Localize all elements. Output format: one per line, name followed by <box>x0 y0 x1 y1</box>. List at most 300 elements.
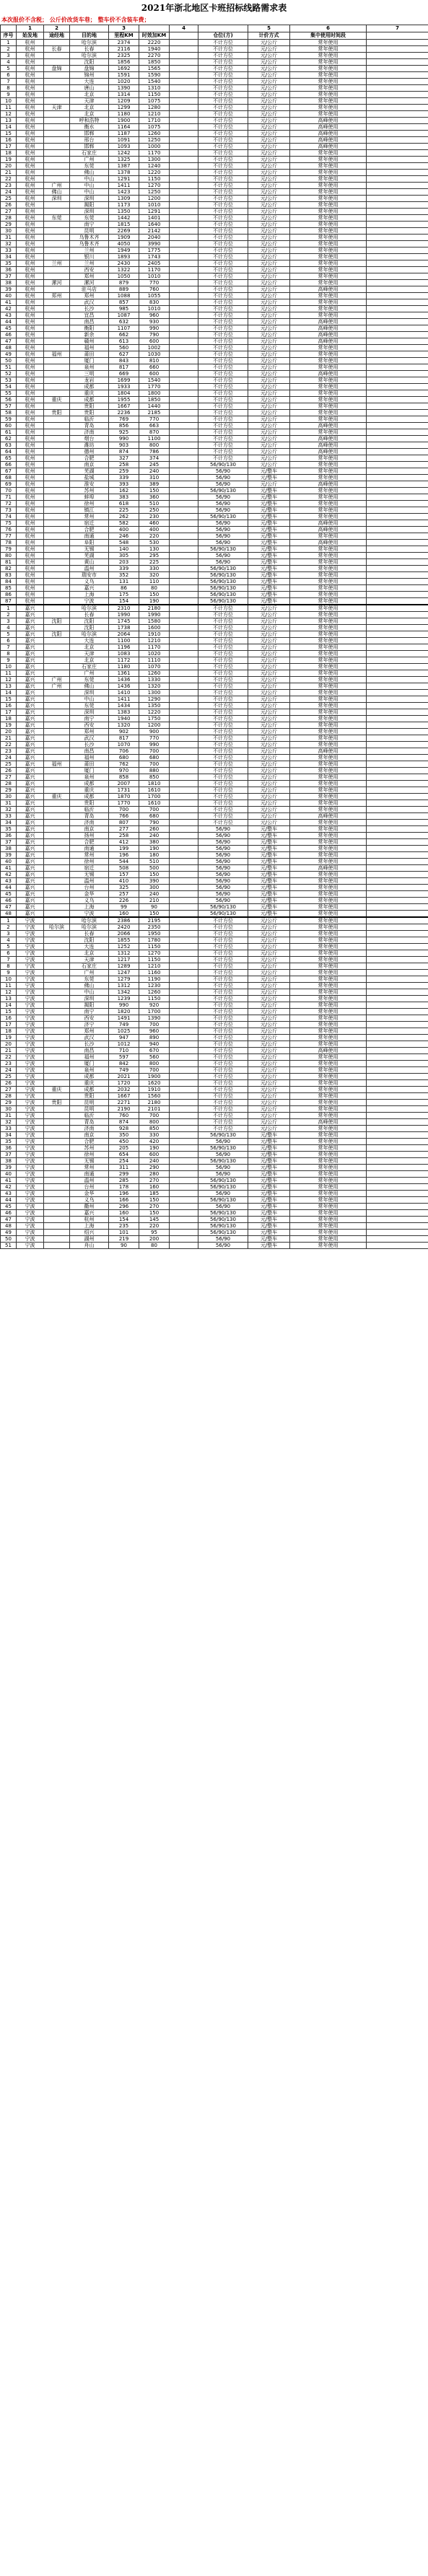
cell-capacity: 不计方位 <box>198 605 248 612</box>
cell-capacity: 不计方位 <box>198 644 248 651</box>
cell-blank <box>367 494 428 501</box>
cell-time-km: 389 <box>139 481 170 488</box>
cell-capacity: 不计方位 <box>198 1015 248 1022</box>
cell-destination: 佛山 <box>70 170 109 176</box>
cell-origin: 杭州 <box>17 66 44 72</box>
cell-time-km: 295 <box>139 553 170 559</box>
cell-via: 郑州 <box>44 293 70 299</box>
cell-time-km: 1910 <box>139 631 170 638</box>
cell-period: 常年使用 <box>290 742 367 748</box>
cell-capacity: 不计方位 <box>198 996 248 1002</box>
cell-time-km: 1390 <box>139 1015 170 1022</box>
cell-time-km: 1210 <box>139 111 170 118</box>
cell-time-km: 660 <box>139 364 170 371</box>
cell-distance: 1870 <box>109 794 139 800</box>
cell-time-km: 1990 <box>139 612 170 618</box>
cell-seq: 13 <box>1 996 17 1002</box>
cell-blank <box>170 1028 198 1035</box>
cell-destination: 苏州 <box>70 1145 109 1152</box>
cell-pricing: 元/公斤 <box>248 293 290 299</box>
cell-capacity: 不计方位 <box>198 1119 248 1126</box>
cell-period: 常年使用 <box>290 358 367 364</box>
cell-time-km: 1075 <box>139 98 170 105</box>
cell-pricing: 元/整车 <box>248 514 290 520</box>
cell-seq: 5 <box>1 631 17 638</box>
cell-via <box>44 1184 70 1191</box>
cell-distance: 2430 <box>109 260 139 267</box>
cell-destination: 常州 <box>70 1165 109 1171</box>
cell-pricing: 元/整车 <box>248 833 290 839</box>
cell-destination: 中山 <box>70 189 109 196</box>
cell-via <box>44 572 70 579</box>
cell-pricing: 元/整车 <box>248 488 290 494</box>
cell-blank <box>170 442 198 449</box>
cell-destination: 绍兴 <box>70 1230 109 1236</box>
cell-destination: 西安 <box>70 722 109 729</box>
cell-destination: 武汉 <box>70 735 109 742</box>
cell-capacity: 56/90/130 <box>198 1210 248 1217</box>
cell-capacity: 不计方位 <box>198 1041 248 1048</box>
cell-pricing: 元/公斤 <box>248 215 290 222</box>
cell-seq: 22 <box>1 176 17 183</box>
cell-capacity: 56/90/130 <box>198 514 248 520</box>
cell-blank <box>367 351 428 358</box>
cell-via <box>44 235 70 241</box>
cell-capacity: 56/90 <box>198 839 248 846</box>
cell-capacity: 不计方位 <box>198 1074 248 1080</box>
cell-seq: 41 <box>1 865 17 872</box>
cell-seq: 60 <box>1 423 17 429</box>
cell-origin: 杭州 <box>17 585 44 592</box>
cell-period: 常年使用 <box>290 677 367 683</box>
cell-origin: 杭州 <box>17 293 44 299</box>
table-row <box>1 944 428 950</box>
cell-via <box>44 813 70 820</box>
cell-period: 常年使用 <box>290 72 367 79</box>
cell-origin: 宁波 <box>17 1022 44 1028</box>
cell-pricing: 元/公斤 <box>248 436 290 442</box>
cell-destination: 深圳 <box>70 209 109 215</box>
cell-via <box>44 878 70 885</box>
cell-blank <box>170 196 198 202</box>
cell-pricing: 元/公斤 <box>248 1106 290 1113</box>
cell-pricing: 元/公斤 <box>248 1022 290 1028</box>
cell-capacity: 不计方位 <box>198 696 248 703</box>
note-kg: 公斤价改货车巷； <box>49 17 96 23</box>
cell-time-km: 2405 <box>139 260 170 267</box>
cell-destination: 深圳 <box>70 196 109 202</box>
cell-destination: 宁波 <box>70 911 109 918</box>
cell-via <box>44 390 70 397</box>
cell-seq: 32 <box>1 1119 17 1126</box>
table-row <box>1 455 428 462</box>
cell-via <box>44 59 70 66</box>
cell-period: 常年使用 <box>290 651 367 657</box>
cell-blank <box>170 364 198 371</box>
cell-via <box>44 436 70 442</box>
cell-pricing: 元/公斤 <box>248 260 290 267</box>
cell-capacity: 不计方位 <box>198 111 248 118</box>
cell-capacity: 56/90 <box>198 527 248 533</box>
cell-blank <box>367 807 428 813</box>
table-row <box>1 553 428 559</box>
cell-distance: 1164 <box>109 124 139 131</box>
cell-seq: 25 <box>1 196 17 202</box>
cell-capacity: 不计方位 <box>198 787 248 794</box>
cell-period: 常年使用 <box>290 475 367 481</box>
cell-origin: 宁波 <box>17 963 44 970</box>
table-row <box>1 351 428 358</box>
cell-time-km: 1075 <box>139 124 170 131</box>
cell-blank <box>170 852 198 859</box>
cell-period: 高峰使用 <box>290 325 367 332</box>
cell-origin: 杭州 <box>17 449 44 455</box>
cell-seq: 22 <box>1 742 17 748</box>
table-row <box>1 150 428 157</box>
cell-blank <box>367 742 428 748</box>
cell-destination: 盐城 <box>70 475 109 481</box>
cell-blank <box>367 475 428 481</box>
cell-blank <box>170 1054 198 1061</box>
cell-destination: 佛山 <box>70 983 109 989</box>
cell-pricing: 元/公斤 <box>248 371 290 377</box>
table-row <box>1 170 428 176</box>
cell-blank <box>170 625 198 631</box>
cell-blank <box>170 1217 198 1223</box>
cell-capacity: 56/90 <box>198 826 248 833</box>
cell-capacity: 不计方位 <box>198 92 248 98</box>
cell-period: 常年使用 <box>290 917 367 924</box>
cell-period: 常年使用 <box>290 800 367 807</box>
cell-distance: 1940 <box>109 716 139 722</box>
cell-capacity: 不计方位 <box>198 800 248 807</box>
cell-blank <box>170 416 198 423</box>
cell-blank <box>367 598 428 605</box>
cell-via <box>44 273 70 280</box>
cell-blank <box>367 944 428 950</box>
cell-blank <box>170 970 198 976</box>
cell-blank <box>170 312 198 319</box>
cell-via <box>44 209 70 215</box>
cell-blank <box>170 1204 198 1210</box>
cell-seq: 29 <box>1 222 17 228</box>
cell-capacity: 不计方位 <box>198 1126 248 1132</box>
cell-distance: 1990 <box>109 612 139 618</box>
cell-origin: 杭州 <box>17 579 44 585</box>
cell-period: 高峰使用 <box>290 481 367 488</box>
table-row <box>1 872 428 878</box>
cell-period: 常年使用 <box>290 1230 367 1236</box>
cell-pricing: 元/公斤 <box>248 976 290 983</box>
cell-blank <box>367 384 428 390</box>
cell-period: 常年使用 <box>290 579 367 585</box>
cell-seq: 56 <box>1 397 17 403</box>
cell-seq: 40 <box>1 859 17 865</box>
cell-time-km: 300 <box>139 885 170 891</box>
cell-time-km: 700 <box>139 1113 170 1119</box>
cell-origin: 宁波 <box>17 1204 44 1210</box>
cell-distance: 1291 <box>109 176 139 183</box>
cell-distance: 1289 <box>109 963 139 970</box>
cell-period: 常年使用 <box>290 455 367 462</box>
cell-period: 常年使用 <box>290 625 367 631</box>
cell-period: 常年使用 <box>290 1061 367 1067</box>
cell-blank <box>367 859 428 865</box>
cell-destination: 济宁 <box>70 1022 109 1028</box>
cell-pricing: 元/公斤 <box>248 813 290 820</box>
cell-via <box>44 891 70 898</box>
cell-via <box>44 377 70 384</box>
cell-pricing: 元/公斤 <box>248 364 290 371</box>
cell-capacity: 不计方位 <box>198 235 248 241</box>
cell-destination: 北京 <box>70 105 109 111</box>
cell-seq: 24 <box>1 189 17 196</box>
cell-via <box>44 950 70 957</box>
cell-pricing: 元/公斤 <box>248 410 290 416</box>
cell-via <box>44 1197 70 1204</box>
cell-destination: 锦州 <box>70 72 109 79</box>
cell-destination: 合肥 <box>70 527 109 533</box>
cell-time-km: 1160 <box>139 970 170 976</box>
cell-pricing: 元/整车 <box>248 1230 290 1236</box>
cell-time-km: 200 <box>139 1236 170 1243</box>
cell-destination: 南昌 <box>70 1048 109 1054</box>
cell-time-km: 1310 <box>139 85 170 92</box>
cell-period: 常年使用 <box>290 807 367 813</box>
cell-via: 广州 <box>44 677 70 683</box>
cell-origin: 杭州 <box>17 215 44 222</box>
cell-via: 兰州 <box>44 260 70 267</box>
cell-time-km: 420 <box>139 1139 170 1145</box>
cell-capacity: 不计方位 <box>198 631 248 638</box>
cell-blank <box>367 306 428 312</box>
cell-period: 常年使用 <box>290 1197 367 1204</box>
cell-distance: 410 <box>109 878 139 885</box>
cell-pricing: 元/公斤 <box>248 449 290 455</box>
cell-distance: 178 <box>109 1184 139 1191</box>
cell-period: 常年使用 <box>290 664 367 670</box>
cell-origin: 杭州 <box>17 105 44 111</box>
cell-period: 常年使用 <box>290 839 367 846</box>
cell-pricing: 元/公斤 <box>248 280 290 286</box>
cell-origin: 宁波 <box>17 1217 44 1223</box>
cell-blank <box>367 559 428 566</box>
cell-pricing: 元/整车 <box>248 1223 290 1230</box>
cell-origin: 杭州 <box>17 559 44 566</box>
cell-seq: 2 <box>1 612 17 618</box>
cell-time-km: 1010 <box>139 202 170 209</box>
cell-distance: 2007 <box>109 781 139 787</box>
cell-origin: 杭州 <box>17 306 44 312</box>
cell-blank <box>367 1243 428 1249</box>
cell-seq: 18 <box>1 150 17 157</box>
cell-capacity: 不计方位 <box>198 131 248 137</box>
cell-blank <box>367 72 428 79</box>
table-row <box>1 1236 428 1243</box>
cell-time-km: 1700 <box>139 794 170 800</box>
cell-origin: 宁波 <box>17 1002 44 1009</box>
cell-blank <box>367 286 428 293</box>
cell-time-km: 1230 <box>139 983 170 989</box>
cell-capacity: 56/90 <box>198 1171 248 1178</box>
col-number-cell <box>70 25 109 32</box>
cell-destination: 宁波 <box>70 598 109 605</box>
cell-blank <box>170 183 198 189</box>
cell-blank <box>170 807 198 813</box>
cell-blank <box>367 53 428 59</box>
cell-via <box>44 625 70 631</box>
cell-capacity: 不计方位 <box>198 157 248 163</box>
cell-blank <box>170 709 198 716</box>
cell-origin: 宁波 <box>17 1165 44 1171</box>
cell-destination: 瑞安市 <box>70 572 109 579</box>
cell-origin: 宁波 <box>17 996 44 1002</box>
cell-seq: 17 <box>1 709 17 716</box>
cell-origin: 嘉兴 <box>17 846 44 852</box>
cell-destination: 镇江 <box>70 507 109 514</box>
cell-origin: 宁波 <box>17 1171 44 1178</box>
cell-distance: 1804 <box>109 390 139 397</box>
cell-period: 常年使用 <box>290 729 367 735</box>
cell-blank <box>170 98 198 105</box>
cell-period: 常年使用 <box>290 585 367 592</box>
cell-via <box>44 579 70 585</box>
cell-distance: 760 <box>109 1113 139 1119</box>
cell-distance: 2269 <box>109 228 139 235</box>
cell-period: 常年使用 <box>290 1243 367 1249</box>
cell-period: 高峰使用 <box>290 449 367 455</box>
cell-capacity: 56/90/130 <box>198 598 248 605</box>
cell-via <box>44 1152 70 1158</box>
cell-period: 常年使用 <box>290 53 367 59</box>
cell-capacity: 不计方位 <box>198 53 248 59</box>
cell-period: 高峰使用 <box>290 1048 367 1054</box>
cell-blank <box>170 390 198 397</box>
cell-blank <box>170 397 198 403</box>
cell-period: 常年使用 <box>290 1223 367 1230</box>
cell-distance: 654 <box>109 1152 139 1158</box>
cell-via <box>44 540 70 546</box>
cell-time-km: 1770 <box>139 384 170 390</box>
cell-period: 常年使用 <box>290 983 367 989</box>
table-row <box>1 846 428 852</box>
cell-blank <box>367 898 428 904</box>
cell-capacity: 56/90/130 <box>198 585 248 592</box>
cell-time-km: 210 <box>139 898 170 904</box>
cell-pricing: 元/公斤 <box>248 950 290 957</box>
cell-blank <box>170 742 198 748</box>
cell-capacity: 不计方位 <box>198 742 248 748</box>
cell-capacity: 不计方位 <box>198 989 248 996</box>
table-row <box>1 716 428 722</box>
cell-blank <box>367 1061 428 1067</box>
cell-blank <box>170 598 198 605</box>
cell-destination: 杭州 <box>70 1217 109 1223</box>
cell-period: 常年使用 <box>290 683 367 690</box>
cell-destination: 湖州 <box>70 1236 109 1243</box>
cell-time-km: 1700 <box>139 1009 170 1015</box>
cell-blank <box>367 1106 428 1113</box>
cell-period: 常年使用 <box>290 612 367 618</box>
cell-origin: 宁波 <box>17 1210 44 1217</box>
cell-seq: 35 <box>1 1139 17 1145</box>
cell-seq: 8 <box>1 963 17 970</box>
cell-time-km: 1220 <box>139 170 170 176</box>
cell-seq: 49 <box>1 351 17 358</box>
cell-time-km: 240 <box>139 833 170 839</box>
cell-origin: 宁波 <box>17 1184 44 1191</box>
notes-line <box>0 16 428 25</box>
cell-blank <box>170 846 198 852</box>
cell-time-km: 1300 <box>139 690 170 696</box>
cell-seq: 29 <box>1 1100 17 1106</box>
cell-destination: 泉州 <box>70 1067 109 1074</box>
cell-period: 高峰使用 <box>290 137 367 144</box>
table-row <box>1 813 428 820</box>
table-row <box>1 338 428 345</box>
cell-distance: 1172 <box>109 657 139 664</box>
cell-via <box>44 1067 70 1074</box>
cell-blank <box>170 124 198 131</box>
cell-period: 高峰使用 <box>290 527 367 533</box>
cell-via <box>44 937 70 944</box>
cell-destination: 武汉 <box>70 1035 109 1041</box>
cell-distance: 225 <box>109 507 139 514</box>
cell-destination: 揭阳 <box>70 1002 109 1009</box>
cell-period: 常年使用 <box>290 1139 367 1145</box>
cell-via <box>44 872 70 878</box>
cell-blank <box>170 833 198 839</box>
table-row <box>1 612 428 618</box>
cell-capacity: 56/90/130 <box>198 1145 248 1152</box>
cell-distance: 325 <box>109 885 139 891</box>
cell-capacity: 不计方位 <box>198 319 248 325</box>
cell-period: 常年使用 <box>290 546 367 553</box>
cell-destination: 哈尔滨 <box>70 917 109 924</box>
cell-via <box>44 299 70 306</box>
table-body <box>1 40 428 1249</box>
cell-blank <box>170 670 198 677</box>
cell-origin: 杭州 <box>17 546 44 553</box>
cell-origin: 嘉兴 <box>17 885 44 891</box>
table-row <box>1 885 428 891</box>
cell-time-km: 150 <box>139 1197 170 1204</box>
cell-period: 常年使用 <box>290 488 367 494</box>
cell-destination: 石家庄 <box>70 664 109 670</box>
cell-origin: 杭州 <box>17 351 44 358</box>
cell-time-km: 930 <box>139 319 170 325</box>
table-row <box>1 144 428 150</box>
table-row <box>1 72 428 79</box>
cell-via <box>44 429 70 436</box>
cell-destination: 北京 <box>70 644 109 651</box>
cell-destination: 厦门 <box>70 358 109 364</box>
cell-destination: 无锡 <box>70 872 109 878</box>
cell-blank <box>170 716 198 722</box>
col-number-cell: 7 <box>367 25 428 32</box>
cell-seq: 19 <box>1 157 17 163</box>
cell-pricing: 元/整车 <box>248 1236 290 1243</box>
cell-blank <box>170 859 198 865</box>
cell-seq: 46 <box>1 1210 17 1217</box>
cell-blank <box>367 781 428 787</box>
cell-pricing: 元/公斤 <box>248 189 290 196</box>
cell-capacity: 56/90/130 <box>198 546 248 553</box>
cell-blank <box>170 371 198 377</box>
cell-destination: 贵阳 <box>70 1093 109 1100</box>
cell-capacity: 56/90 <box>198 1204 248 1210</box>
cell-seq: 21 <box>1 170 17 176</box>
